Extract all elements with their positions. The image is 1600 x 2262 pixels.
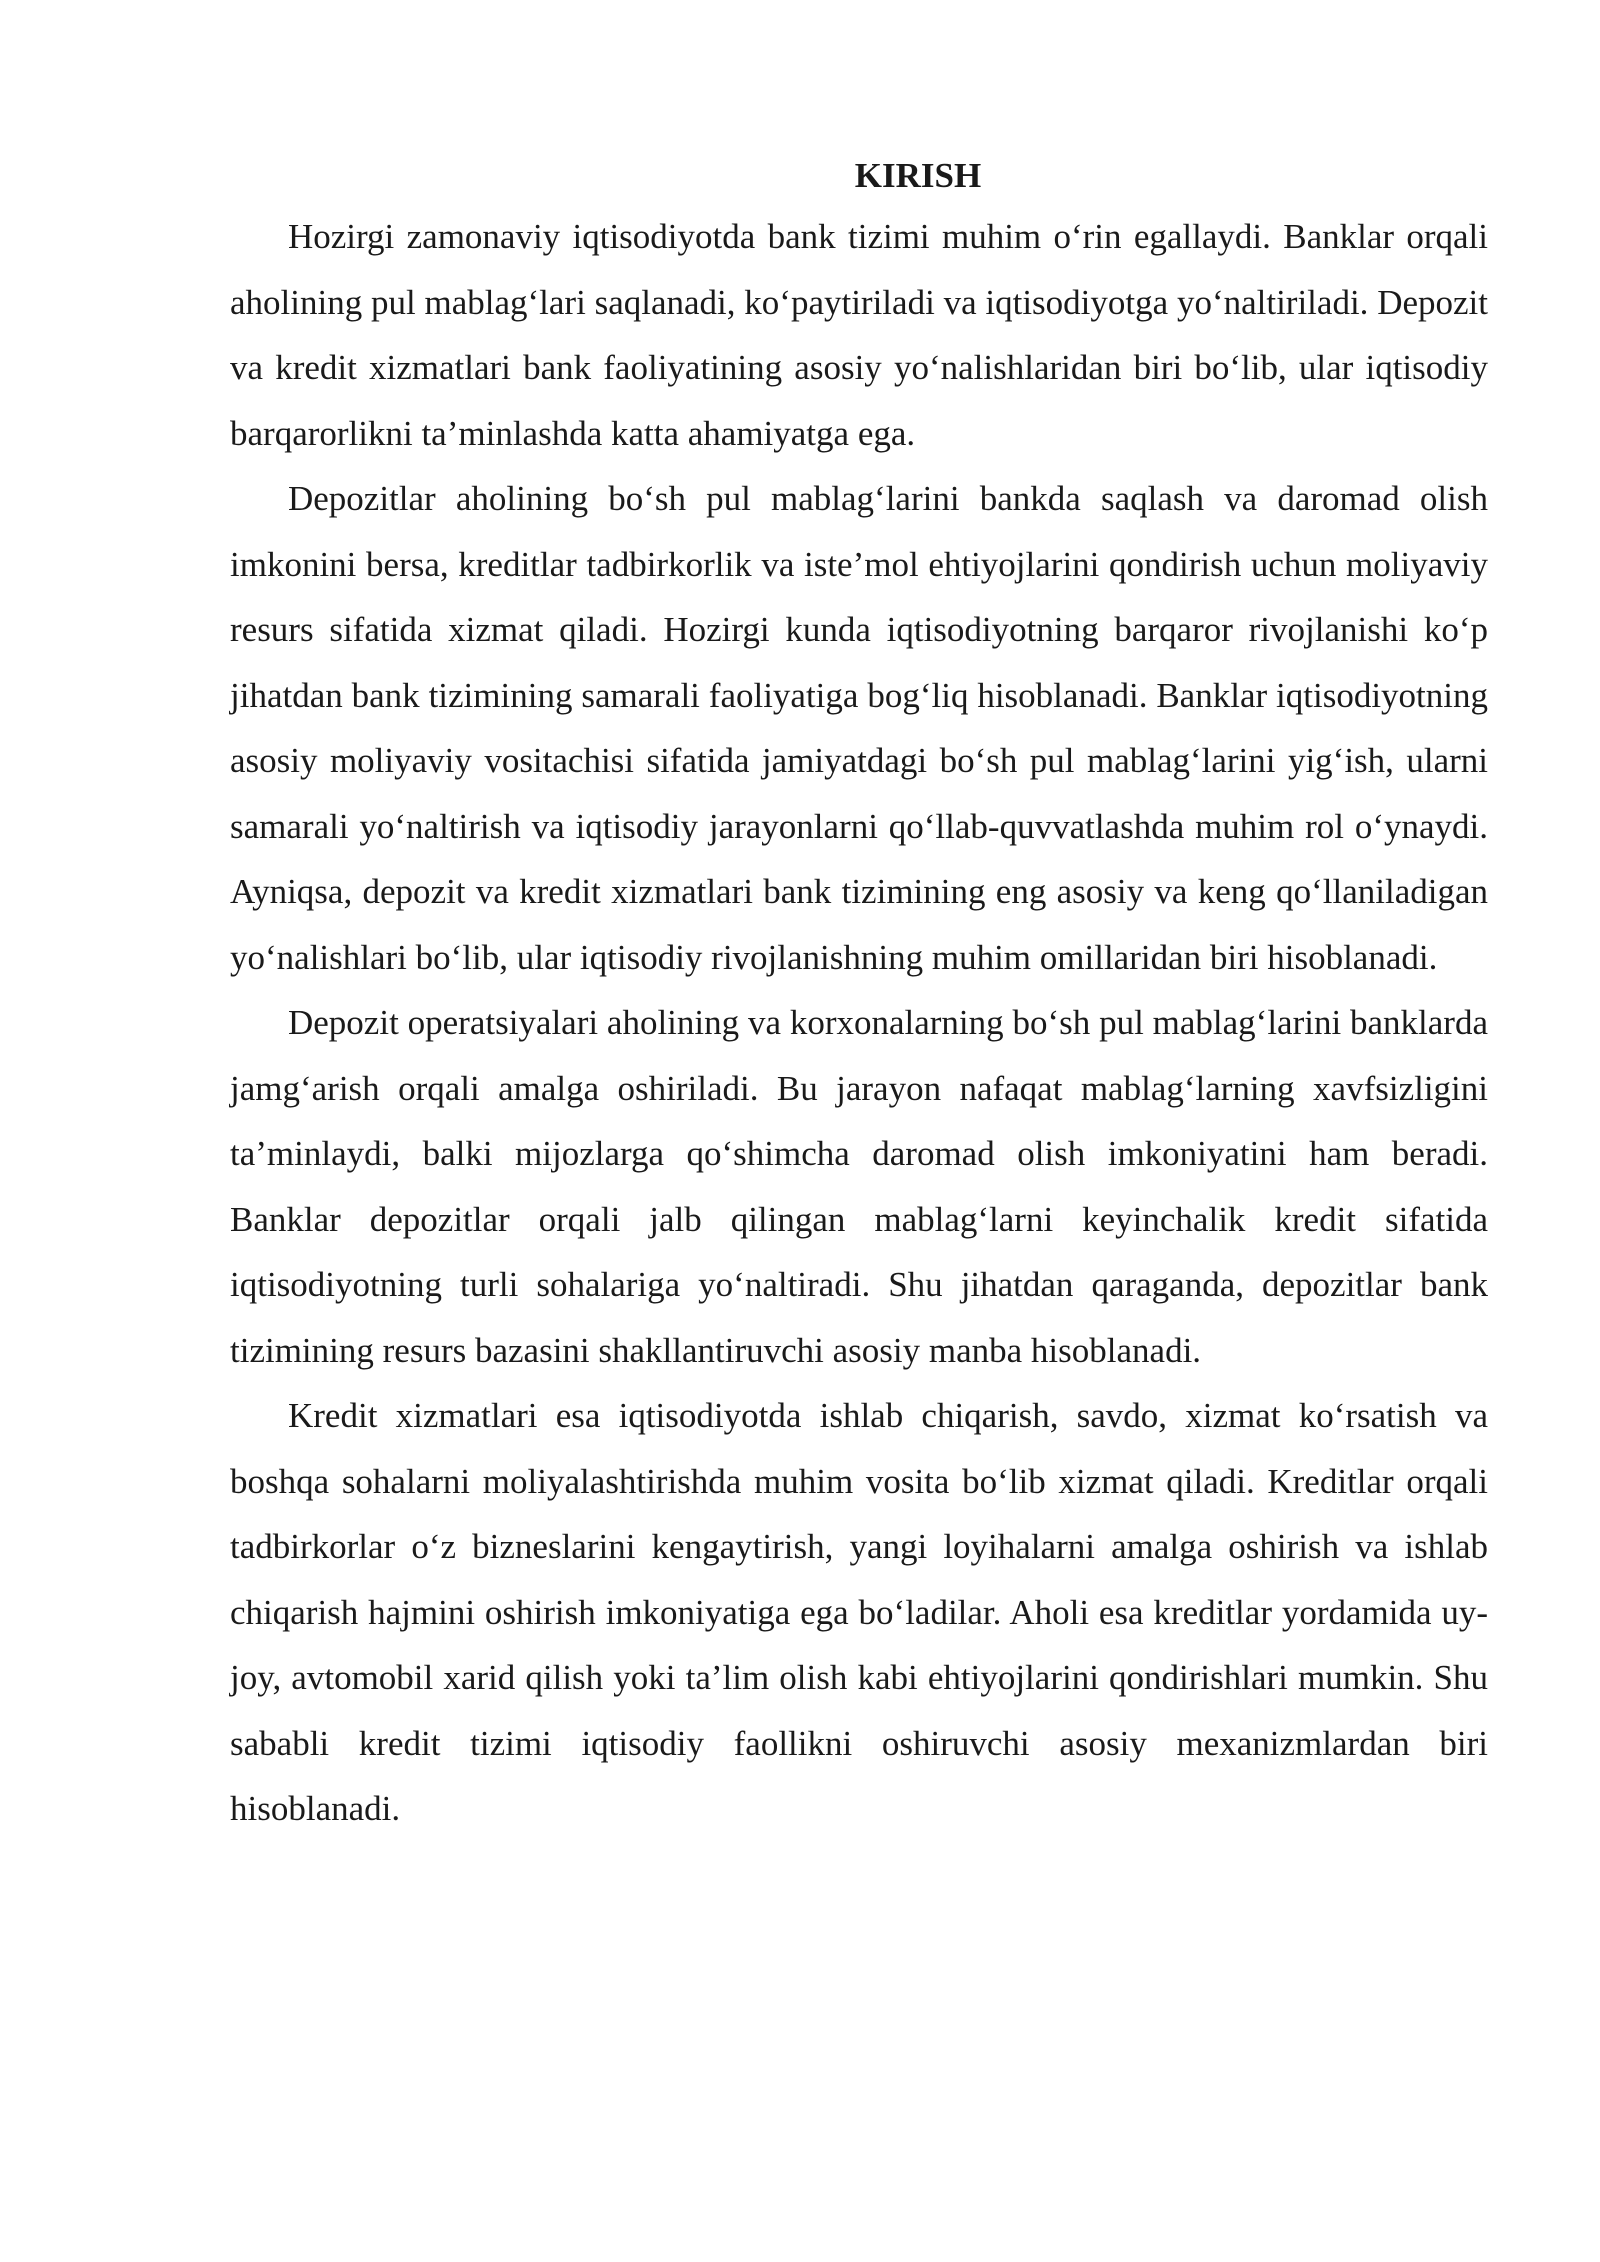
paragraph: Hozirgi zamonaviy iqtisodiyotda bank tizimi muhim o‘rin egallaydi. Banklar orqali aholining pul mablag‘lari saqlanadi, ko‘paytiriladi va iqtisodiyotga yo‘naltiriladi. Depozit va kredit xizmatlari bank faoliyatining asosiy yo‘nalishlaridan biri bo‘lib, ular iqtisodiy barqarorlikni ta’minlashda katta ahamiyatga ega. [230,217,1488,453]
page-title: KIRISH [854,156,982,195]
paragraph: Depozit operatsiyalari aholining va korxonalarning bo‘sh pul mablag‘larini banklarda jamg‘arish orqali amalga oshiriladi. Bu jarayon nafaqat mablag‘larning xavfsizligini ta’minlaydi, balki mijozlarga qo‘shimcha daromad olish imkoniyatini ham beradi. Banklar depozitlar orqali jalb qilingan mablag‘larni keyinchalik kredit sifatida iqtisodiyotning turli sohalariga yo‘naltiradi. Shu jihatdan qaraganda, depozitlar bank tizimining resurs bazasini shakllantiruvchi asosiy manba hisoblanadi. [230,1003,1488,1370]
document-body [230,148,1488,1842]
paragraph: Depozitlar aholining bo‘sh pul mablag‘larini bankda saqlash va daromad olish imkonini bersa, kreditlar tadbirkorlik va iste’mol ehtiyojlarini qondirish uchun moliyaviy resurs sifatida xizmat qiladi. Hozirgi kunda iqtisodiyotning barqaror rivojlanishi ko‘p jihatdan bank tizimining samarali faoliyatiga bog‘liq hisoblanadi. Banklar iqtisodiyotning asosiy moliyaviy vositachisi sifatida jamiyatdagi bo‘sh pul mablag‘larini yig‘ish, ularni samarali yo‘naltirish va iqtisodiy jarayonlarni qo‘llab-quvvatlashda muhim rol o‘ynaydi. Ayniqsa, depozit va kredit xizmatlari bank tizimining eng asosiy va keng qo‘llaniladigan yo‘nalishlari bo‘lib, ular iqtisodiy rivojlanishning muhim omillaridan biri hisoblanadi. [230,479,1488,977]
paragraph: Kredit xizmatlari esa iqtisodiyotda ishlab chiqarish, savdo, xizmat ko‘rsatish va boshqa sohalarni moliyalashtirishda muhim vosita bo‘lib xizmat qiladi. Kreditlar orqali tadbirkorlar o‘z bizneslarini kengaytirish, yangi loyihalarni amalga oshirish va ishlab chiqarish hajmini oshirish imkoniyatiga ega bo‘ladilar. Aholi esa kreditlar yordamida uy-joy, avtomobil xarid qilish yoki ta’lim olish kabi ehtiyojlarini qondirishlari mumkin. Shu sababli kredit tizimi iqtisodiy faollikni oshiruvchi asosiy mexanizmlardan biri hisoblanadi. [230,1396,1488,1828]
